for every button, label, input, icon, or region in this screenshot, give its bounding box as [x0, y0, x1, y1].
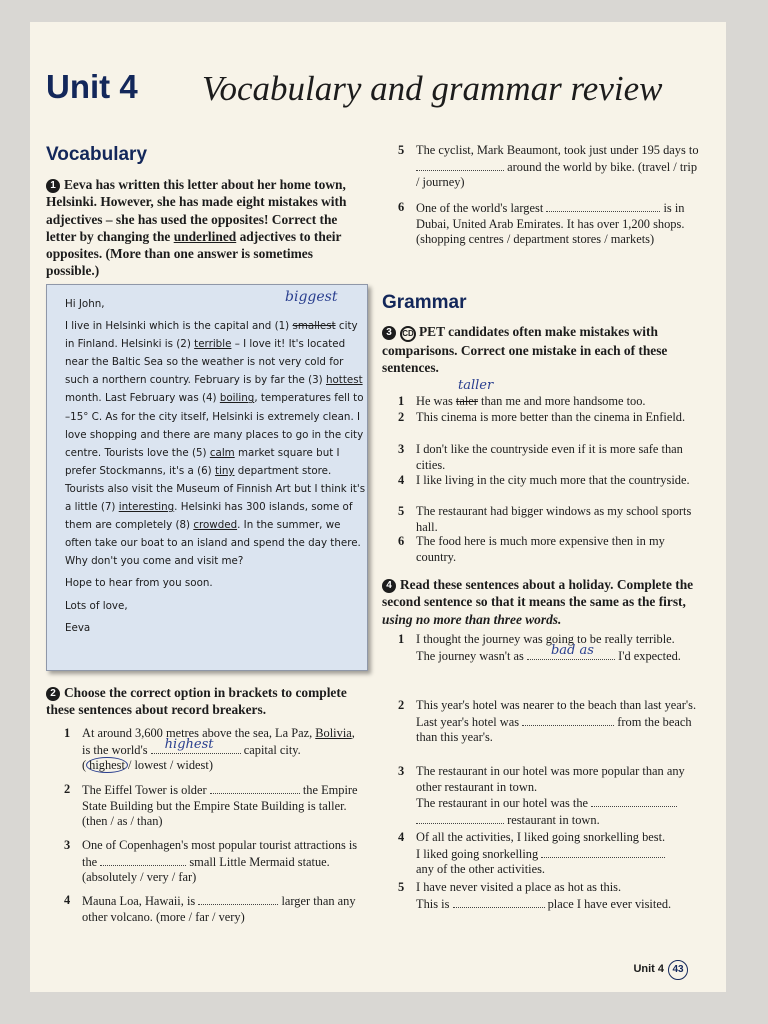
letter-segment: , temperatures fell to –15° C. As for the city itself, Helsinki is extremely clean. I love shopping and there are many places to go in the city centre. Tourists love the (5): [65, 392, 364, 459]
item-text: around the world by bike. (travel / trip / journey): [416, 159, 698, 189]
handwritten-biggest: biggest: [285, 289, 338, 305]
exercise-3-number: 3: [382, 326, 396, 340]
ex4-item-5: [398, 880, 708, 912]
item-rewrite: Last year's hotel was: [416, 714, 520, 729]
exercise-4-emphasis: using no more than three words.: [382, 611, 562, 627]
item-number: 1: [64, 726, 71, 740]
page-number: 43: [668, 960, 688, 980]
struck-word: taler: [455, 394, 478, 408]
answer-blank[interactable]: [591, 795, 677, 807]
handwritten-answer: bad as: [550, 642, 594, 658]
underlined-word: Bolivia: [315, 726, 352, 740]
grammar-heading: Grammar: [382, 292, 467, 313]
ex3-item-1: [398, 394, 703, 410]
letter-box: [46, 284, 368, 671]
item-text: small Little Mermaid statue. (absolutely / very / far): [82, 854, 330, 884]
answer-blank[interactable]: [151, 736, 241, 754]
underlined-adjective: boiling: [219, 392, 255, 405]
letter-segment: market square but I prefer Stockmanns, it's a (6): [65, 446, 340, 477]
footer-unit: Unit 4: [633, 963, 664, 975]
ex2-item-5: [398, 143, 703, 191]
answer-blank[interactable]: [198, 893, 278, 905]
page-title: Vocabulary and grammar review: [202, 69, 663, 108]
item-text: larger than any other volcano. (more / far / very): [82, 894, 356, 924]
exercise-3-instruction: [382, 323, 708, 377]
underlined-adjective: crowded: [193, 519, 238, 532]
ex4-item-1: [398, 632, 708, 664]
underlined-adjective: calm: [209, 446, 235, 459]
exercise-4-text: Read these sentences about a holiday. Complete the second sentence so that it means the same as the first,: [382, 577, 694, 610]
item-text: The restaurant had bigger windows as my school sports hall.: [416, 504, 692, 534]
underlined-adjective: tiny: [214, 464, 235, 477]
item-number: 5: [398, 143, 405, 157]
item-rewrite: The journey wasn't as: [416, 648, 524, 663]
underlined-adjective: terrible: [194, 338, 232, 351]
item-rewrite: any of the other activities.: [416, 862, 546, 876]
answer-blank[interactable]: [210, 782, 300, 794]
vocabulary-heading: Vocabulary: [46, 144, 148, 165]
item-text: The food here is much more expensive then in my country.: [416, 534, 665, 564]
answer-blank[interactable]: [527, 642, 615, 660]
item-number: 4: [64, 893, 71, 907]
item-sentence: I thought the journey was going to be really terrible.: [416, 632, 675, 646]
item-number: 1: [398, 394, 405, 408]
item-sentence: The restaurant in our hotel was more popular than any other restaurant in town.: [416, 764, 685, 794]
item-rewrite: from the beach than this year's.: [416, 714, 692, 744]
item-number: 6: [398, 534, 405, 548]
answer-blank[interactable]: [522, 714, 614, 726]
answer-blank[interactable]: [541, 846, 665, 858]
letter-text: [65, 295, 369, 637]
item-number: 4: [398, 830, 405, 844]
item-number: 2: [398, 410, 405, 424]
ex2-item-3: [64, 838, 366, 886]
item-text: The cyclist, Mark Beaumont, took just under 195 days to: [416, 143, 699, 157]
item-text: than me and more handsome too.: [477, 394, 646, 408]
letter-segment: I live in Helsinki which is the capital and (1): [65, 320, 293, 333]
item-rewrite: I'd expected.: [618, 648, 681, 663]
item-number: 4: [398, 473, 405, 487]
ex2-item-2: [64, 782, 366, 830]
item-text: capital city.: [243, 742, 301, 757]
answer-blank-cont[interactable]: [416, 812, 504, 824]
ex2-item-1: [64, 726, 366, 774]
ex3-item-2: [398, 410, 703, 426]
item-text: At around 3,600 metres above the sea, La Paz,: [82, 726, 316, 740]
letter-segment: . Helsinki has 300 islands, some of them are completely (8): [65, 501, 353, 532]
answer-blank[interactable]: [416, 159, 504, 171]
ex3-item-6: [398, 534, 703, 565]
letter-signature: Eeva: [65, 621, 91, 634]
item-rewrite: I liked going snorkelling: [416, 846, 539, 861]
exercise-2-text: Choose the correct option in brackets to complete these sentences about record breakers.: [46, 685, 347, 718]
handwritten-taller: taller: [458, 378, 494, 393]
item-rewrite: The restaurant in our hotel was the: [416, 796, 589, 810]
item-rewrite: This is: [416, 896, 450, 911]
item-text: , is the world's: [82, 726, 355, 757]
item-text: One of the world's largest: [416, 201, 544, 215]
item-text: This cinema is more better than the cinema in Enfield.: [416, 410, 686, 424]
item-text: / lowest / widest): [127, 758, 213, 772]
item-number: 5: [398, 880, 405, 894]
item-text: He was: [416, 394, 456, 408]
item-rewrite: restaurant in town.: [507, 812, 600, 827]
letter-body: [65, 317, 369, 570]
item-text: is in Dubai, United Arab Emirates. It has over 1,200 shops. (shopping centres / department stores / markets): [416, 201, 685, 246]
item-number: 1: [398, 632, 405, 646]
item-text: the Empire State Building but the Empire State Building is taller. (then / as / than): [82, 783, 358, 828]
item-number: 5: [398, 504, 405, 518]
exercise-2-instruction: [46, 684, 368, 719]
letter-segment: city in Finland. Helsinki is (2): [65, 320, 358, 351]
letter-segment: . In the summer, we often take our boat to an island and spend the day there. Why don't you come and visit me?: [65, 519, 361, 568]
item-rewrite: place I have ever visited.: [547, 896, 672, 911]
letter-segment: department store. Tourists also visit the Museum of Finnish Art but I think it's a little (7): [65, 464, 366, 514]
ex2-item-6: [398, 200, 703, 248]
item-number: 3: [398, 442, 405, 456]
exercise-3-text: PET candidates often make mistakes with comparisons. Correct one mistake in each of these sentences.: [382, 324, 668, 376]
exercise-1-instruction: [46, 176, 368, 280]
item-sentence: I have never visited a place as hot as this.: [416, 880, 622, 894]
ex2-item-4: [64, 893, 366, 925]
ex4-item-3: [398, 764, 708, 828]
item-number: 2: [64, 782, 71, 796]
item-sentence: This year's hotel was nearer to the beach than last year's.: [416, 698, 697, 712]
item-text: I don't like the countryside even if it is more safe than cities.: [416, 442, 683, 472]
cd-icon: CD: [400, 326, 416, 342]
unit-label: Unit 4: [46, 68, 138, 105]
letter-segment: – I love it! It's located near the Baltic Sea so the weather is not very cold for such a northern country. February is by far the (3): [65, 338, 346, 387]
underlined-adjective: interesting: [118, 501, 175, 514]
item-text: Mauna Loa, Hawaii, is: [82, 894, 196, 908]
item-sentence: Of all the activities, I liked going snorkelling best.: [416, 830, 666, 844]
exercise-4-instruction: [382, 576, 708, 628]
ex3-item-4: [398, 473, 703, 489]
letter-closing-2: Lots of love,: [65, 599, 128, 612]
item-number: 3: [398, 764, 405, 778]
underlined-adjective: hottest: [325, 374, 363, 387]
item-text: (: [82, 758, 87, 772]
answer-blank[interactable]: [100, 854, 186, 866]
answer-blank[interactable]: [453, 896, 545, 908]
circled-option: highest: [86, 757, 128, 773]
underlined-adjective: smallest: [292, 320, 336, 333]
exercise-1-number: 1: [46, 179, 60, 193]
ex3-item-3: [398, 442, 703, 473]
exercise-2-number: 2: [46, 687, 60, 701]
page-footer: [633, 960, 688, 980]
ex3-item-5: [398, 504, 703, 535]
underlined-word: underlined: [173, 228, 237, 244]
item-number: 3: [64, 838, 71, 852]
handwritten-answer: highest: [164, 736, 214, 752]
item-text: The Eiffel Tower is older: [82, 783, 207, 797]
ex4-item-2: [398, 698, 708, 746]
letter-segment: month. Last February was (4): [65, 392, 220, 405]
letter-greeting: Hi John,: [65, 298, 105, 310]
item-number: 6: [398, 200, 405, 214]
exercise-1-text: Eeva has written this letter about her home town, Helsinki. However, she has made eight mistakes with adjectives – she has used the opposites! Correct the letter by changing the underlined adjectives to their opposites. (More than one answer is sometimes possible.): [46, 177, 347, 279]
answer-blank[interactable]: [546, 200, 660, 212]
item-text: I like living in the city much more that the countryside.: [416, 473, 690, 487]
letter-closing-1: Hope to hear from you soon.: [65, 577, 213, 590]
item-number: 2: [398, 698, 405, 712]
item-text: One of Copenhagen's most popular tourist attractions is the: [82, 838, 358, 869]
ex4-item-4: [398, 830, 708, 878]
workbook-page: [30, 22, 726, 992]
exercise-4-number: 4: [382, 579, 396, 593]
